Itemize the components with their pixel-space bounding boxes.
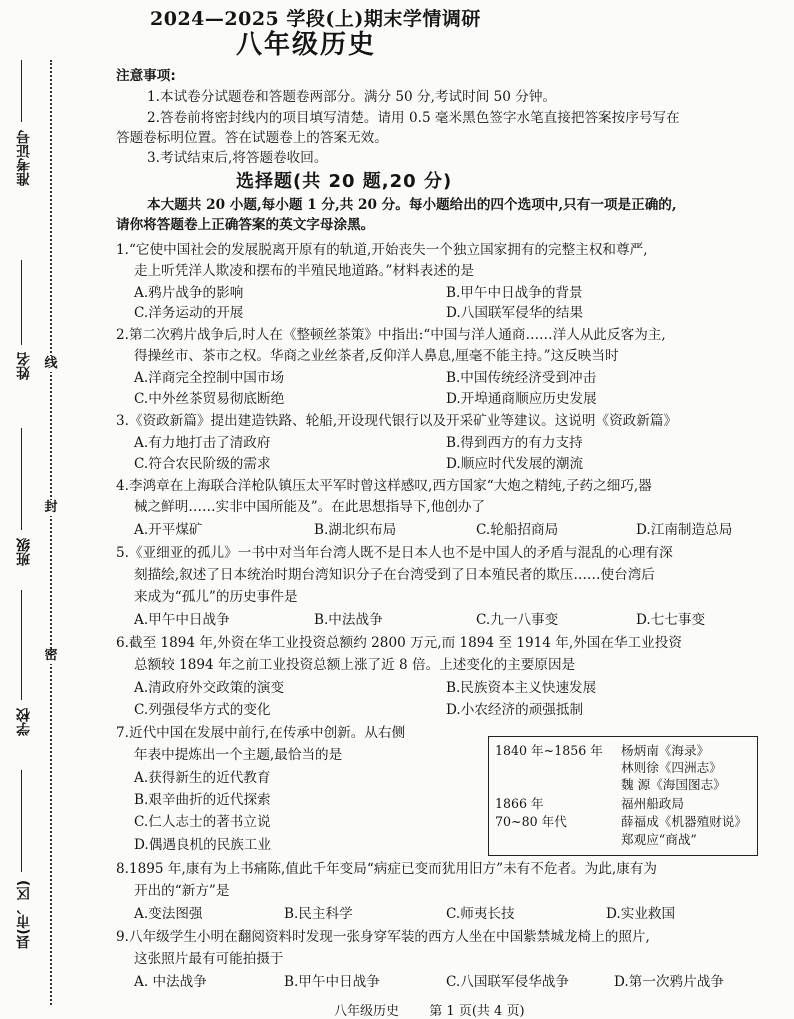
timeline-item: 薛福成《机器殖财说》 [621, 814, 747, 829]
timeline-item: 杨炳南《海录》 [621, 743, 710, 758]
question-4-option-c: C.轮船招商局 [476, 522, 559, 538]
timeline-item: 福州船政局 [621, 796, 684, 811]
question-5-option-c: C.九一八事变 [476, 612, 559, 628]
question-8-stem: 开出的“新方”是 [134, 883, 230, 899]
question-9-option-a: A. 中法战争 [134, 974, 207, 990]
question-4-option-a: A.开平煤矿 [134, 522, 203, 538]
field-line-name [21, 260, 22, 345]
field-label-class: 班级 [16, 538, 32, 566]
notice-item: 答题卷标明位置。答在试题卷上的答案无效。 [116, 130, 388, 146]
question-4-option-d: D.江南制造总局 [636, 522, 733, 538]
question-7-option-d: D.偶遇良机的民族工业 [134, 837, 272, 853]
question-7-option-c: C.仁人志士的著书立说 [134, 814, 271, 830]
question-3-option-c: C.符合农民阶级的需求 [134, 456, 271, 472]
question-6-stem: 总额较 1894 年之前工业投资总额上涨了近 8 倍。上述变化的主要原因是 [134, 657, 576, 673]
question-8-option-b: B.民主科学 [284, 906, 353, 922]
question-8-option-d: D.实业救国 [606, 906, 676, 922]
field-label-exam-number: 准考证号 [16, 130, 32, 186]
timeline-item: 郑观应“商战” [621, 832, 697, 847]
field-line-class [21, 428, 22, 530]
question-7-stem: 7.近代中国在发展中前行,在传承中创新。从右侧 [116, 725, 406, 741]
notice-item: 3.考试结束后,将答题卷收回。 [147, 150, 328, 166]
field-line-county [21, 770, 22, 872]
question-8-option-a: A.变法图强 [134, 906, 203, 922]
notice-item: 1.本试卷分试题卷和答题卷两部分。满分 50 分,考试时间 50 分钟。 [147, 89, 557, 105]
question-3-stem: 3.《资政新篇》提出建造铁路、轮船,开设现代银行以及开采矿业等建议。这说明《资政新篇》 [116, 413, 678, 429]
question-1-option-c: C.洋务运动的开展 [134, 305, 244, 321]
question-9-stem: 9.八年级学生小明在翻阅资料时发现一张身穿军装的西方人坐在中国紫禁城龙椅上的照片, [116, 929, 650, 945]
question-1-stem: 1.“它使中国社会的发展脱离开原有的轨道,开始丧失一个独立国家拥有的完整主权和尊严, [116, 242, 648, 258]
question-1-option-b: B.甲午中日战争的背景 [446, 285, 583, 301]
question-6-option-d: D.小农经济的顽强抵制 [446, 702, 584, 718]
question-6-stem: 6.截至 1894 年,外资在华工业投资总额约 2800 万元,而 1894 至 1914 年,外国在华工业投资 [116, 635, 682, 651]
question-1-option-a: A.鸦片战争的影响 [134, 285, 244, 301]
binding-margin [0, 0, 62, 1019]
question-8-stem: 8.1895 年,康有为上书痛陈,值此千年变局“病症已变而犹用旧方”未有不危者。为此,康有为 [116, 861, 657, 877]
question-2-option-c: C.中外丝茶贸易彻底断绝 [134, 391, 285, 407]
question-3-option-d: D.顺应时代发展的潮流 [446, 456, 584, 472]
page-footer [334, 1000, 525, 1019]
question-7-option-b: B.艰辛曲折的近代探索 [134, 792, 271, 808]
question-5-stem: 刻描绘,叙述了日本统治时期台湾知识分子在台湾受到了日本殖民者的欺压……使台湾后 [134, 567, 655, 583]
question-2-stem: 2.第二次鸦片战争后,时人在《整顿丝茶策》中指出:“中国与洋人通商……洋人从此反客为主, [116, 327, 666, 343]
section-intro: 请你将答题卷上正确答案的英文字母涂黑。 [116, 217, 375, 233]
question-3-option-a: A.有力地打击了清政府 [134, 435, 271, 451]
question-4-stem: 械之鲜明……实非中国所能及”。在此思想指导下,他创办了 [134, 499, 486, 515]
question-2-option-a: A.洋商完全控制中国市场 [134, 370, 285, 386]
question-1-stem: 走上听凭洋人欺凌和摆布的半殖民地道路。”材料表述的是 [134, 263, 474, 279]
notice-item: 2.答卷前将密封线内的项目填写清楚。请用 0.5 毫米黑色签字水笔直接把答案按序号写在 [147, 110, 680, 126]
seal-char-feng: 封 [44, 500, 58, 515]
exam-title: 2024—2025 学段(上)期末学情调研 [150, 8, 481, 30]
question-6-option-c: C.列强侵华方式的变化 [134, 702, 271, 718]
field-line-school [21, 590, 22, 700]
question-2-stem: 得操丝市、茶市之权。华商之业丝茶者,反仰洋人鼻息,厘毫不能主持。”这反映当时 [134, 348, 619, 364]
footer-subject: 八年级历史 [334, 1004, 400, 1019]
question-6-option-b: B.民族资本主义快速发展 [446, 680, 597, 696]
seal-dotted-line [50, 60, 52, 1005]
question-9-option-d: D.第一次鸦片战争 [614, 974, 724, 990]
question-5-stem: 5.《亚细亚的孤儿》一书中对当年台湾人既不是日本人也不是中国人的矛盾与混乱的心理有深 [116, 545, 673, 561]
section-intro: 本大题共 20 小题,每小题 1 分,共 20 分。每小题给出的四个选项中,只有一项是正确的, [147, 197, 677, 213]
timeline-period: 1840 年~1856 年 [495, 743, 603, 758]
field-line-exam-number [21, 60, 22, 122]
section-title: 选择题(共 20 题,20 分) [236, 171, 453, 192]
notice-heading: 注意事项: [116, 68, 176, 84]
subject-title: 八年级历史 [236, 30, 377, 60]
timeline-table [488, 736, 758, 856]
seal-char-xian: 线 [44, 356, 58, 371]
question-7-stem: 年表中提炼出一个主题,最恰当的是 [134, 747, 343, 763]
question-5-stem: 来成为“孤儿”的历史事件是 [134, 589, 298, 605]
question-7-option-a: A.获得新生的近代教育 [134, 770, 271, 786]
timeline-period: 1866 年 [495, 796, 544, 811]
field-label-school: 学校 [16, 708, 32, 736]
question-5-option-d: D.七七事变 [636, 612, 706, 628]
timeline-item: 魏 源《海国图志》 [621, 777, 726, 792]
question-2-option-d: D.开埠通商顺应历史发展 [446, 391, 597, 407]
question-9-stem: 这张照片最有可能拍摄于 [134, 951, 284, 967]
question-4-stem: 4.李鸿章在上海联合洋枪队镇压太平军时曾这样感叹,西方国家“大炮之精纯,子药之细巧,器 [116, 478, 652, 494]
footer-page-number: 第 1 页(共 4 页) [429, 1004, 525, 1019]
field-label-name: 姓名 [16, 352, 32, 380]
question-2-option-b: B.中国传统经济受到冲击 [446, 370, 597, 386]
question-3-option-b: B.得到西方的有力支持 [446, 435, 583, 451]
question-5-option-a: A.甲午中日战争 [134, 612, 230, 628]
question-4-option-b: B.湖北织布局 [314, 522, 397, 538]
question-8-option-c: C.师夷长技 [446, 906, 515, 922]
question-9-option-c: C.八国联军侵华战争 [446, 974, 569, 990]
question-9-option-b: B.甲午中日战争 [284, 974, 380, 990]
timeline-period: 70~80 年代 [495, 814, 567, 829]
seal-char-mi: 密 [44, 648, 58, 663]
question-5-option-b: B.中法战争 [314, 612, 383, 628]
timeline-item: 林则徐《四洲志》 [621, 760, 722, 775]
question-1-option-d: D.八国联军侵华的结果 [446, 305, 584, 321]
field-label-county: 县(市、区) [16, 880, 32, 949]
question-6-option-a: A.清政府外交政策的演变 [134, 680, 285, 696]
